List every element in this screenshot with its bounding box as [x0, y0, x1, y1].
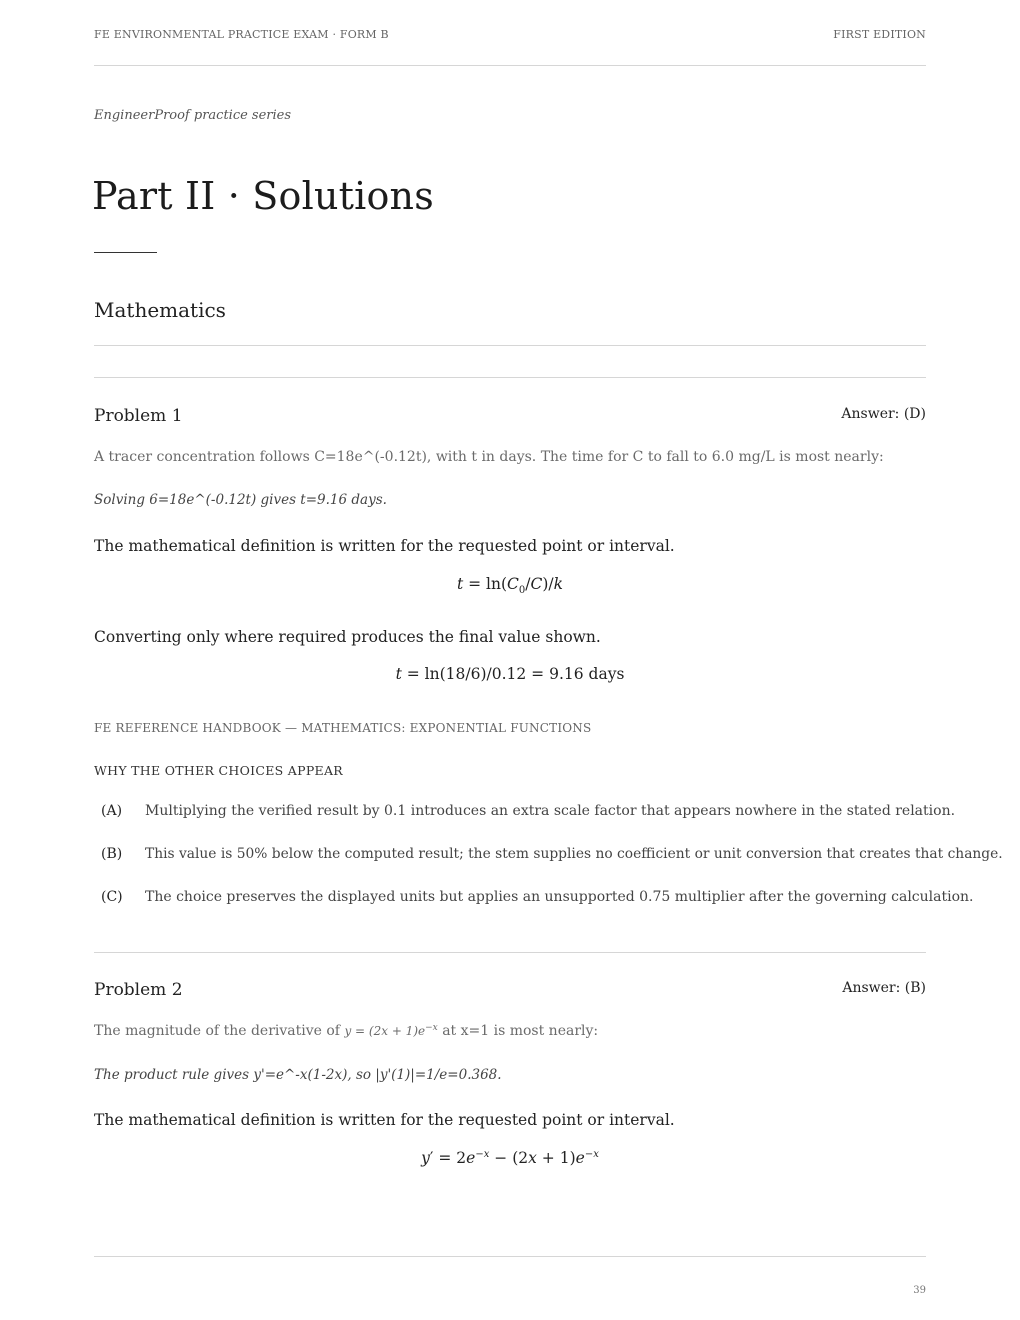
problem-1-title: Problem 1 — [94, 406, 183, 426]
title-underline — [94, 252, 157, 253]
problem-1-answer: Answer: (D) — [841, 406, 926, 422]
problem-2-stem-math: $y = (2x + 1)e^{-x}$ — [344, 1023, 438, 1038]
problem-1-equation-2: t = ln(18/6)/0.12 = 9.16 days — [395, 665, 625, 683]
problem-2-stem-before: The magnitude of the derivative of — [94, 1023, 340, 1039]
running-header-right: FIRST EDITION — [833, 28, 926, 41]
problem-2-stem-after: at x=1 is most nearly: — [442, 1023, 599, 1039]
problem-1-stem: A tracer concentration follows C=18e^(-0.12t), with t in days. The time for C to fall to 6.0 mg/L is most nearly: — [94, 449, 884, 465]
problem-1-solution-summary: Solving 6=18e^(-0.12t) gives t=9.16 days. — [94, 492, 387, 508]
choice-b-explanation: This value is 50% below the computed result; the stem supplies no coefficient or unit conversion that creates that change. — [145, 846, 1003, 862]
problem-1-step-2: Converting only where required produces the final value shown. — [94, 628, 601, 646]
problem-2-title: Problem 2 — [94, 980, 183, 1000]
problem-1-top-rule — [94, 377, 926, 378]
problem-1-step-1: The mathematical definition is written for the requested point or interval. — [94, 537, 675, 555]
problem-2-step-1: The mathematical definition is written for the requested point or interval. — [94, 1111, 675, 1129]
part-title: Part II · Solutions — [92, 174, 434, 218]
problem-2-equation-1: $y' = 2e^{-x} - (2x + 1)e^{-x}$ — [421, 1149, 599, 1168]
series-label: EngineerProof practice series — [94, 108, 292, 123]
problem-1-equation-1: $t = \ln(C_0/C)/k$ — [456, 575, 564, 597]
choice-b-letter: (B) — [101, 846, 123, 862]
choice-c-letter: (C) — [101, 889, 123, 905]
footer-rule — [94, 1256, 926, 1257]
choice-a-explanation: Multiplying the verified result by 0.1 introduces an extra scale factor that appears nowhere in the stated relation. — [145, 803, 956, 819]
problem-1-reference: FE REFERENCE HANDBOOK — MATHEMATICS: EXPONENTIAL FUNCTIONS — [94, 721, 592, 735]
problem-2-stem — [94, 1023, 598, 1039]
running-header-left: FE ENVIRONMENTAL PRACTICE EXAM · FORM B — [94, 28, 389, 41]
section-title: Mathematics — [94, 298, 226, 322]
choice-a-letter: (A) — [101, 803, 123, 819]
header-rule — [94, 65, 926, 66]
problem-2-solution-summary: The product rule gives y'=e^-x(1-2x), so |y'(1)|=1/e=0.368. — [94, 1067, 502, 1083]
problem-2-top-rule — [94, 952, 926, 953]
choice-c-explanation: The choice preserves the displayed units but applies an unsupported 0.75 multiplier after the governing calculation. — [145, 889, 974, 905]
problem-1-why-heading: WHY THE OTHER CHOICES APPEAR — [94, 763, 343, 778]
page-number: 39 — [913, 1285, 926, 1296]
problem-2-answer: Answer: (B) — [842, 980, 926, 996]
section-rule — [94, 345, 926, 346]
